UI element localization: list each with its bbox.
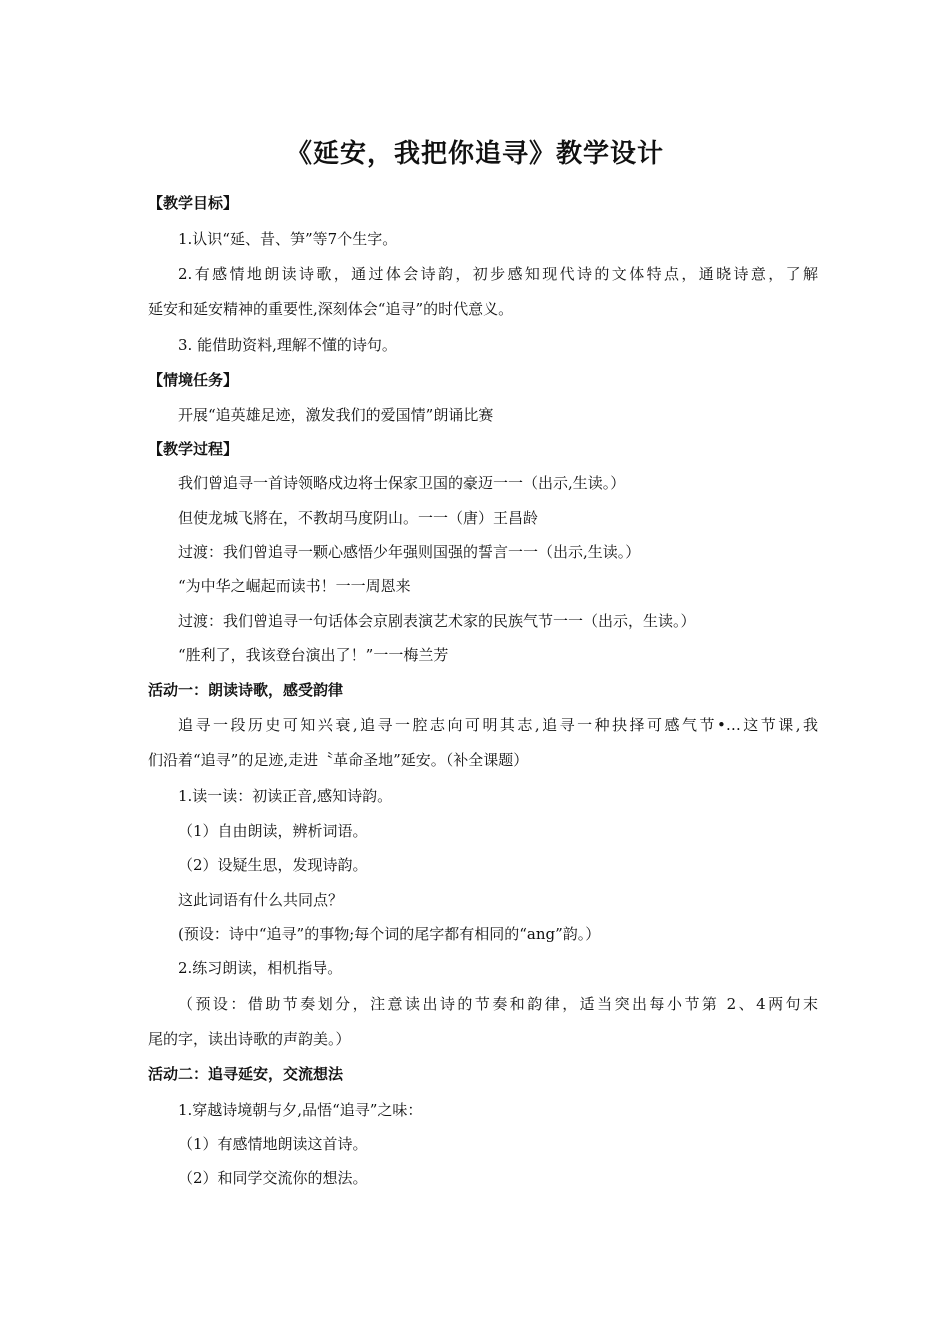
activity1-line: 2.练习朗读，相机指导。 [178,959,343,977]
situation-heading: 【情境任务】 [148,371,239,389]
activity2-line: （2）和同学交流你的想法。 [178,1169,368,1187]
activity1-line: 1.读一读：初读正音,感知诗韵。 [178,787,393,805]
activity1-preset: （预设：借助节奏划分，注意读出诗的节奏和韵律，适当突出每小节第 2、4两句末 [178,995,818,1013]
activity1-intro-continued: 们沿着“追寻”的足迹,走进〝革命圣地”延安。（补全课题） [148,751,529,769]
activity1-line: 这此词语有什么共同点？ [178,891,344,909]
activity2-heading: 活动二：追寻延安，交流想法 [148,1065,344,1083]
situation-text: 开展“追英雄足迹，激发我们的爱国情”朗诵比赛 [178,406,494,424]
activity2-line: 1.穿越诗境朝与夕,品悟“追寻”之味： [178,1101,423,1119]
process-line: “为中华之崛起而读书！一一周恩来 [178,577,411,595]
activity2-line: （1）有感情地朗读这首诗。 [178,1135,368,1153]
document-title: 《延安，我把你追寻》教学设计 [285,139,664,169]
activity1-preset-continued: 尾的字，读出诗歌的声韵美。） [148,1030,351,1048]
activity1-line: （1）自由朗读，辨析词语。 [178,822,368,840]
activity1-line: (预设：诗中“追寻”的事物;每个词的尾字都有相同的“ang”韵。） [178,925,601,943]
objective-item-continued: 延安和延安精神的重要性,深刻体会“追寻”的时代意义。 [148,300,514,318]
process-line: 过渡：我们曾追寻一句话体会京剧表演艺术家的民族气节一一（出示，生读。） [178,612,696,630]
activity1-line: （2）设疑生思，发现诗韵。 [178,856,368,874]
process-line: 过渡：我们曾追寻一颗心感悟少年强则国强的誓言一一（出示,生读。） [178,543,641,561]
process-line: 但使龙城飞將在，不教胡马度阴山。一一（唐）王昌龄 [178,509,539,527]
activity1-heading: 活动一：朗读诗歌，感受韵律 [148,681,344,699]
process-line: “胜利了，我该登台演出了！”一一梅兰芳 [178,646,449,664]
objective-item: 1.认识“延、昔、笋”等7个生字。 [178,230,398,248]
activity1-intro: 追寻一段历史可知兴衰,追寻一腔志向可明其志,追寻一种抉择可感气节•…这节课,我 [178,716,818,734]
objectives-heading: 【教学目标】 [148,194,239,212]
process-heading: 【教学过程】 [148,440,239,458]
objective-item: 3. 能借助资料,理解不懂的诗句。 [178,336,397,354]
objective-item: 2.有感情地朗读诗歌，通过体会诗韵，初步感知现代诗的文体特点，通晓诗意，了解 [178,265,818,283]
process-line: 我们曾追寻一首诗领略戍边将士保家卫国的豪迈一一（出示,生读。） [178,474,626,492]
